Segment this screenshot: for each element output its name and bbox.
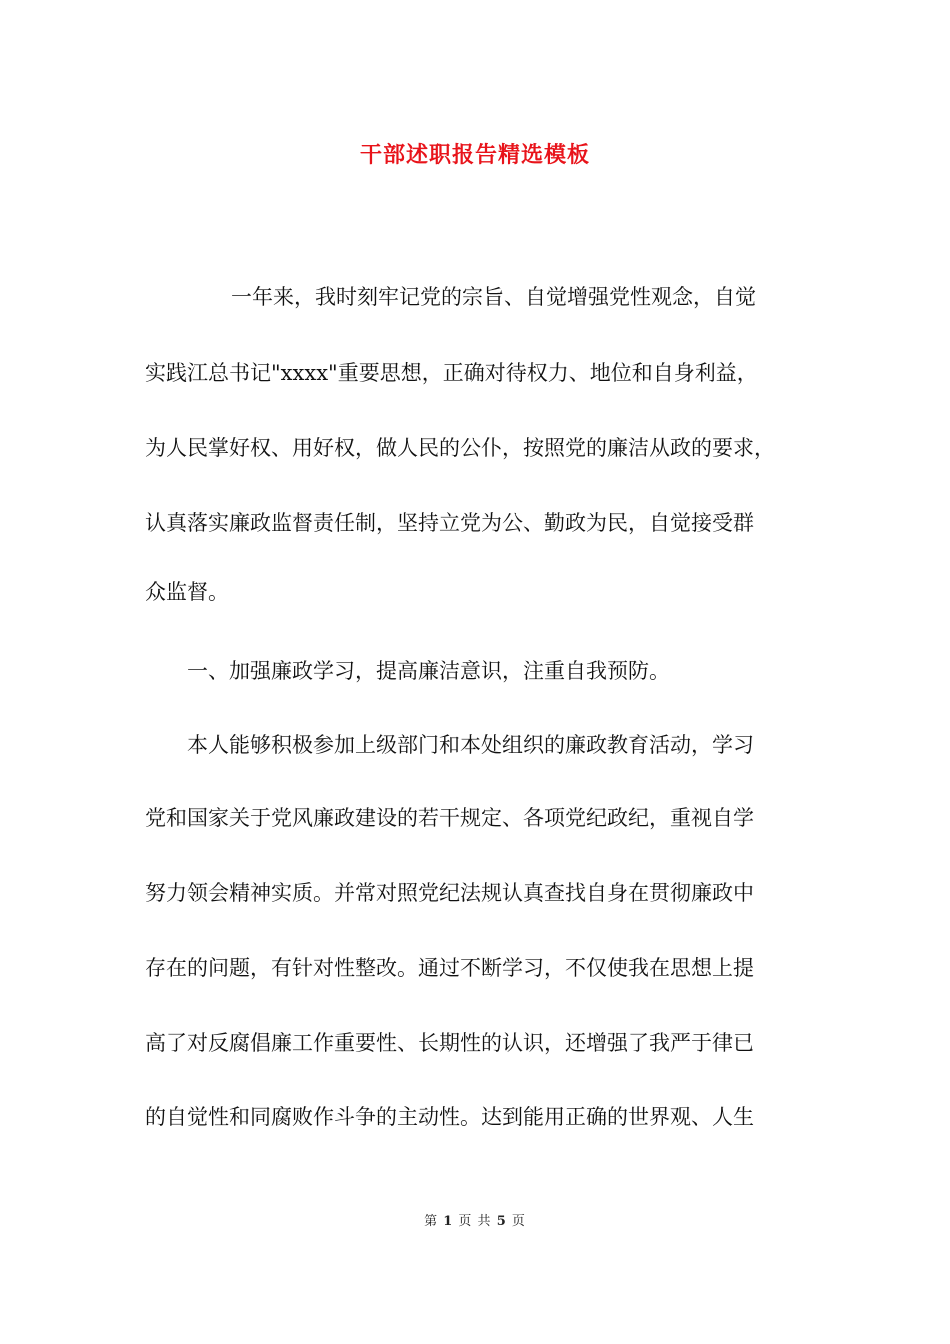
paragraph-line: 党和国家关于党风廉政建设的若干规定、各项党纪政纪，重视自学 [145, 806, 754, 830]
current-page-number: 1 [443, 1214, 454, 1229]
paragraph-line: 众监督。 [145, 580, 229, 604]
paragraph-line: 存在的问题，有针对性整改。通过不断学习，不仅使我在思想上提 [145, 956, 754, 980]
paragraph-line: 努力领会精神实质。并常对照党纪法规认真查找自身在贯彻廉政中 [145, 881, 754, 905]
total-pages-number: 5 [496, 1214, 507, 1229]
footer-suffix: 页 [511, 1214, 526, 1229]
footer-middle: 页 共 [458, 1214, 492, 1229]
footer-prefix: 第 [424, 1214, 439, 1229]
paragraph-line: 认真落实廉政监督责任制，坚持立党为公、勤政为民，自觉接受群 [145, 511, 754, 535]
page-footer [0, 1210, 950, 1229]
paragraph-line: 实践江总书记"xxxx"重要思想，正确对待权力、地位和自身利益， [145, 361, 758, 385]
paragraph-line: 一年来，我时刻牢记党的宗旨、自觉增强党性观念，自觉 [189, 285, 756, 309]
paragraph-line: 的自觉性和同腐败作斗争的主动性。达到能用正确的世界观、人生 [145, 1105, 754, 1129]
document-title: 干部述职报告精选模板 [359, 142, 590, 168]
paragraph-line: 为人民掌好权、用好权，做人民的公仆，按照党的廉洁从政的要求， [145, 436, 775, 460]
paragraph-line: 高了对反腐倡廉工作重要性、长期性的认识，还增强了我严于律已 [145, 1031, 754, 1055]
paragraph-line: 本人能够积极参加上级部门和本处组织的廉政教育活动，学习 [145, 733, 754, 757]
section-heading: 一、加强廉政学习，提高廉洁意识，注重自我预防。 [145, 659, 670, 683]
